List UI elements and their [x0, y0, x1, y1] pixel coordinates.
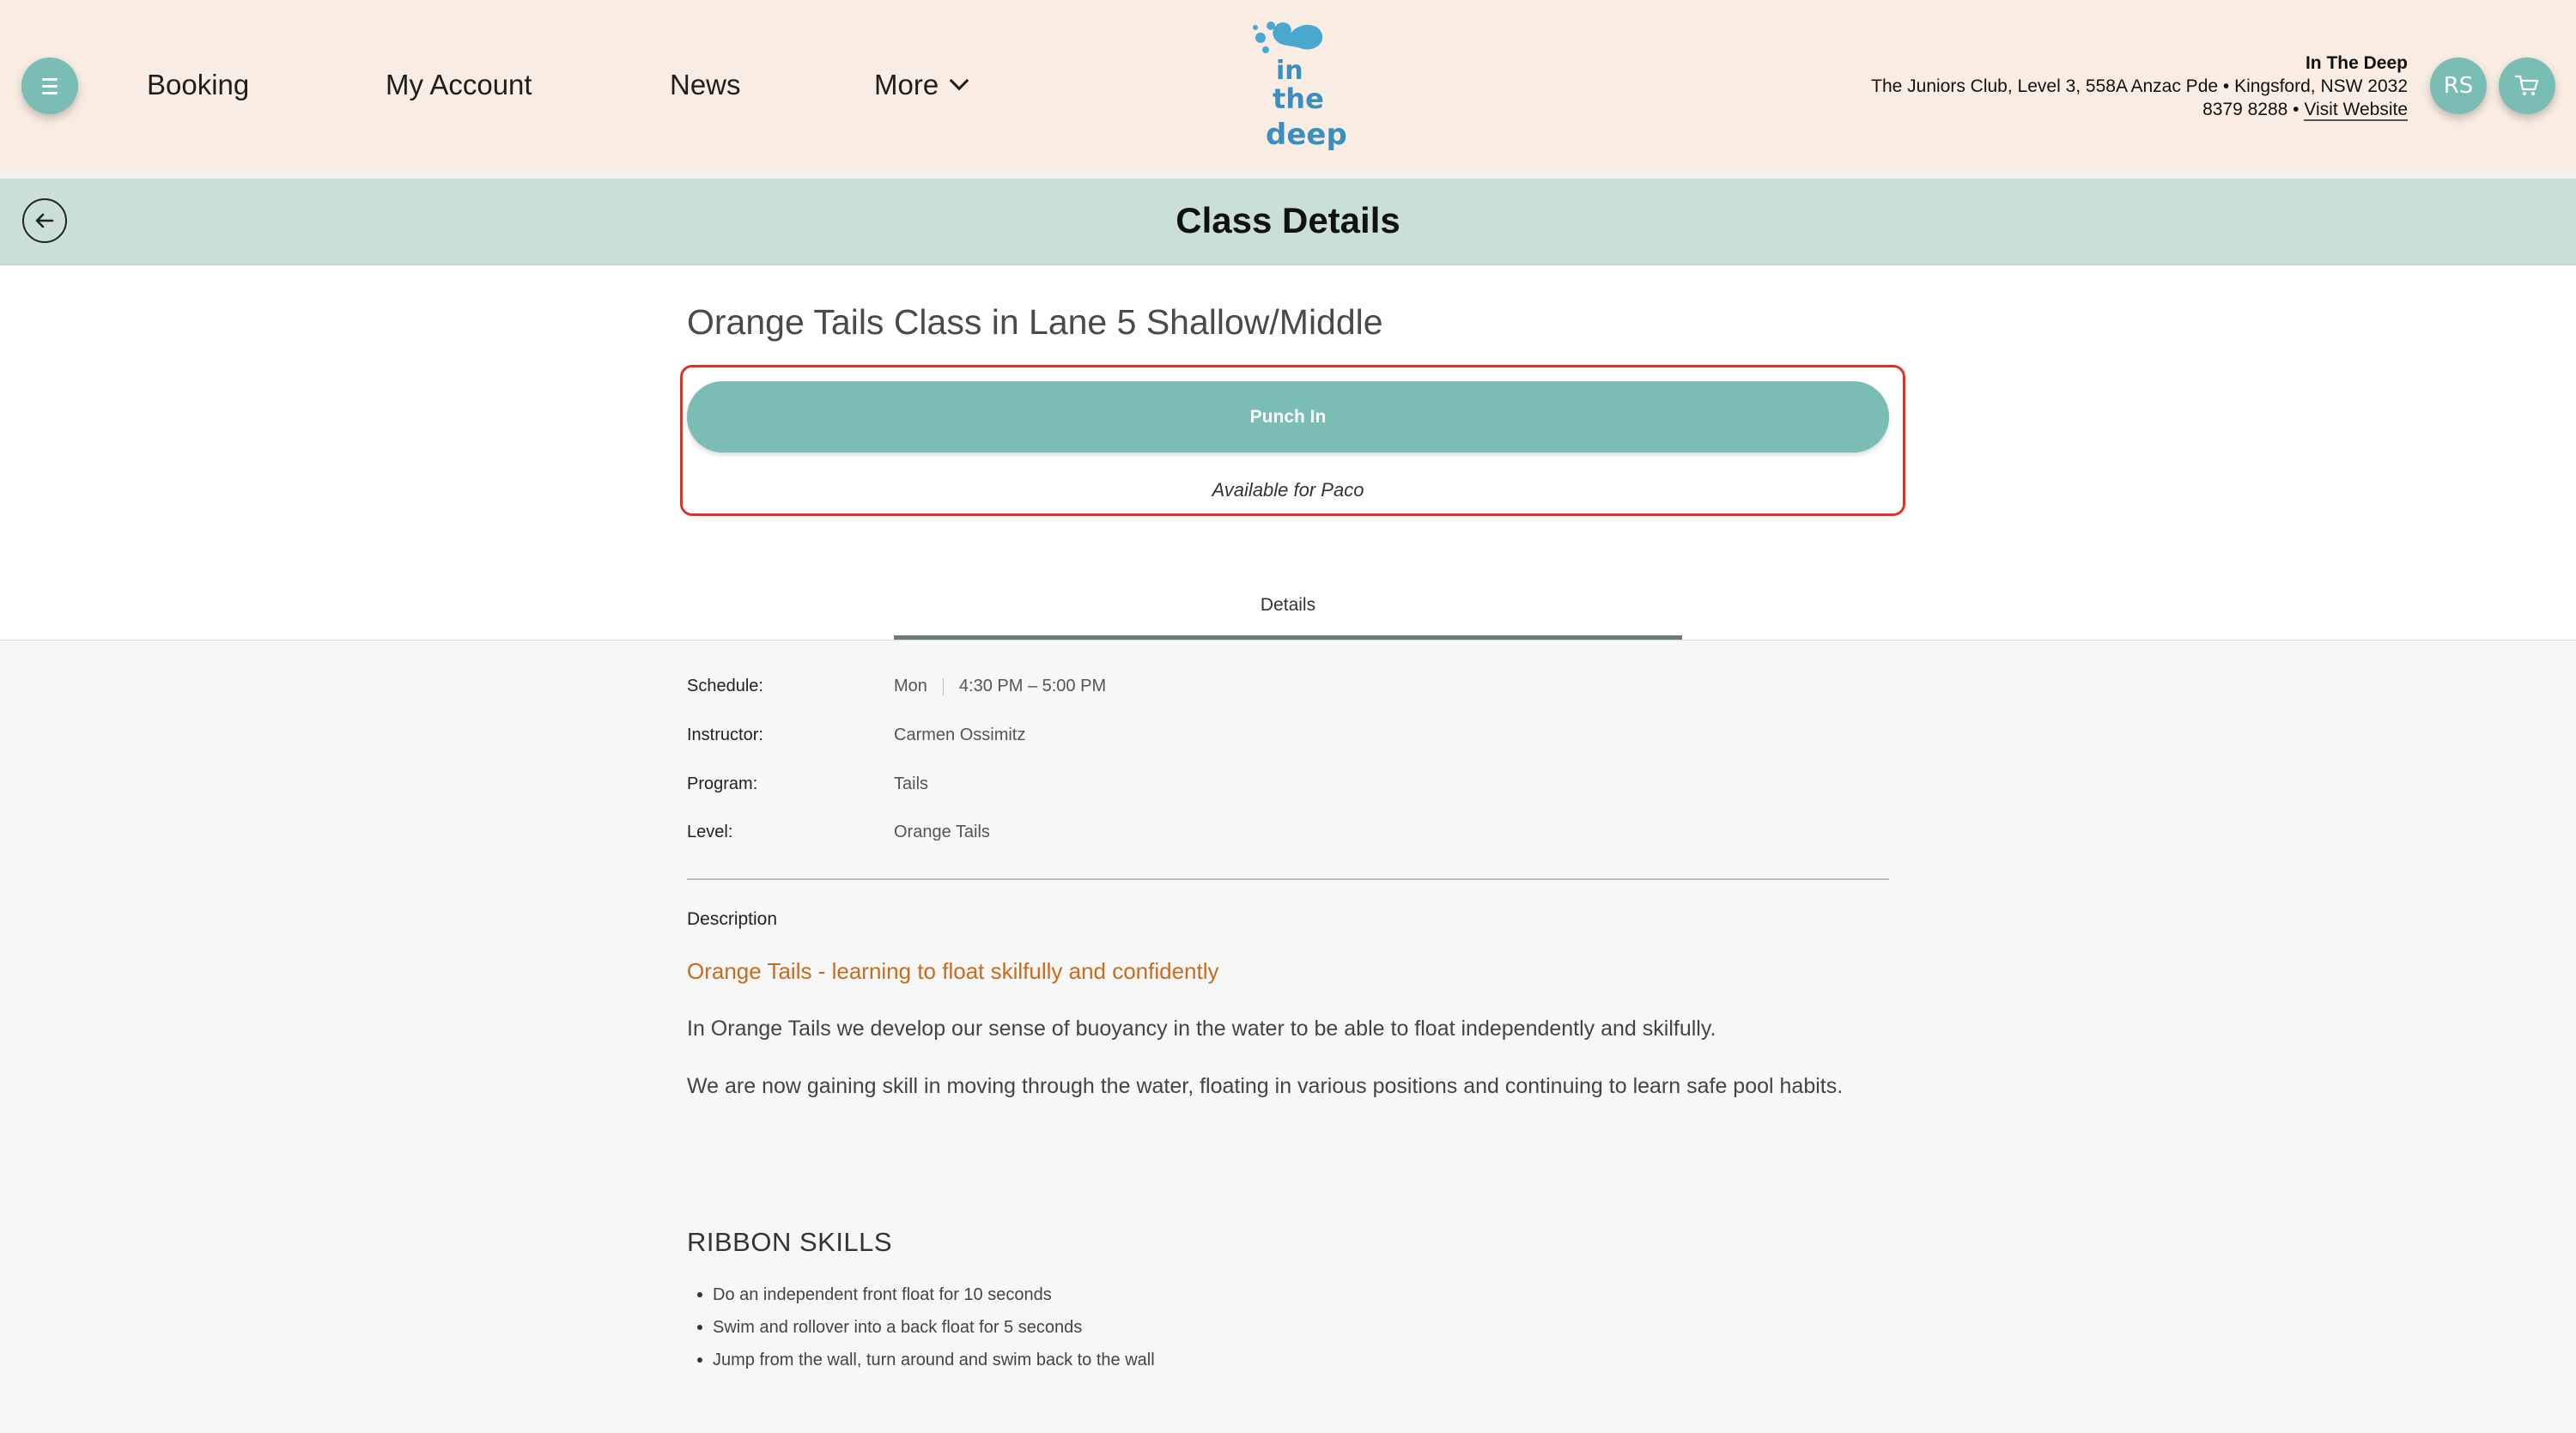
list-item: Do an independent front float for 10 seconds — [687, 1278, 1155, 1311]
cart-icon — [2514, 74, 2540, 98]
club-phone: 8379 8288 • — [2202, 100, 2300, 119]
svg-text:in: in — [1276, 56, 1303, 86]
hamburger-menu-icon — [42, 78, 58, 94]
user-avatar-button[interactable] — [2430, 58, 2487, 114]
cart-button[interactable] — [2499, 58, 2555, 114]
tab-details[interactable]: Details — [1260, 595, 1316, 615]
description-heading: Description — [687, 909, 778, 929]
chevron-down-icon — [950, 71, 969, 91]
svg-text:the: the — [1273, 82, 1324, 115]
instructor-value: Carmen Ossimitz — [894, 726, 1026, 744]
program-label: Program: — [687, 774, 758, 793]
level-label: Level: — [687, 823, 733, 841]
schedule-time: 4:30 PM – 5:00 PM — [958, 677, 1107, 695]
detail-level — [687, 819, 1889, 845]
nav-more[interactable] — [874, 66, 966, 104]
class-title: Orange Tails Class in Lane 5 Shallow/Middle — [687, 302, 1383, 342]
description-paragraph-2: We are now gaining skill in moving through the water, floating in various positions and continuing to learn safe pool habits. — [687, 1074, 1844, 1098]
punch-in-button[interactable]: Punch In — [687, 381, 1889, 452]
description-subheading: Orange Tails - learning to float skilfully and confidently — [687, 958, 1219, 984]
ribbon-skills-list — [687, 1278, 1155, 1376]
level-value: Orange Tails — [894, 823, 990, 841]
detail-schedule — [687, 673, 1889, 699]
menu-button[interactable] — [21, 58, 78, 114]
club-name: In The Deep — [2305, 53, 2408, 73]
header-divider — [0, 170, 2576, 179]
nav-my-account[interactable]: My Account — [386, 69, 532, 100]
visit-website-link[interactable]: Visit Website — [2304, 100, 2408, 119]
program-value: Tails — [894, 774, 929, 793]
description-paragraph-1: In Orange Tails we develop our sense of buoyancy in the water to be able to float independently and skilfully. — [687, 1017, 1716, 1041]
club-contact-line — [1871, 98, 2408, 121]
club-info — [1871, 52, 2408, 121]
schedule-value — [894, 673, 1106, 699]
detail-instructor — [687, 722, 1889, 748]
schedule-separator — [943, 678, 944, 695]
nav-news[interactable]: News — [670, 69, 741, 100]
nav-booking[interactable]: Booking — [147, 69, 250, 100]
list-item: Swim and rollover into a back float for 5 seconds — [687, 1311, 1155, 1344]
club-address: The Juniors Club, Level 3, 558A Anzac Pde • Kingsford, NSW 2032 — [1871, 76, 2408, 96]
tab-divider — [0, 640, 2576, 641]
avatar-initials: RS — [2443, 73, 2474, 99]
detail-program — [687, 771, 1889, 797]
list-item: Jump from the wall, turn around and swim back to the wall — [687, 1344, 1155, 1376]
instructor-label: Instructor: — [687, 726, 763, 744]
schedule-day: Mon — [894, 677, 927, 695]
svg-text:deep: deep — [1266, 118, 1347, 152]
schedule-label: Schedule: — [687, 677, 763, 695]
availability-note: Available for Paco — [1212, 479, 1364, 501]
page-title: Class Details — [1176, 200, 1400, 240]
ribbon-skills-title: RIBBON SKILLS — [687, 1227, 893, 1257]
details-divider — [687, 878, 1889, 880]
in-the-deep-logo[interactable] — [1247, 15, 1347, 156]
nav-more-label: More — [874, 69, 939, 100]
